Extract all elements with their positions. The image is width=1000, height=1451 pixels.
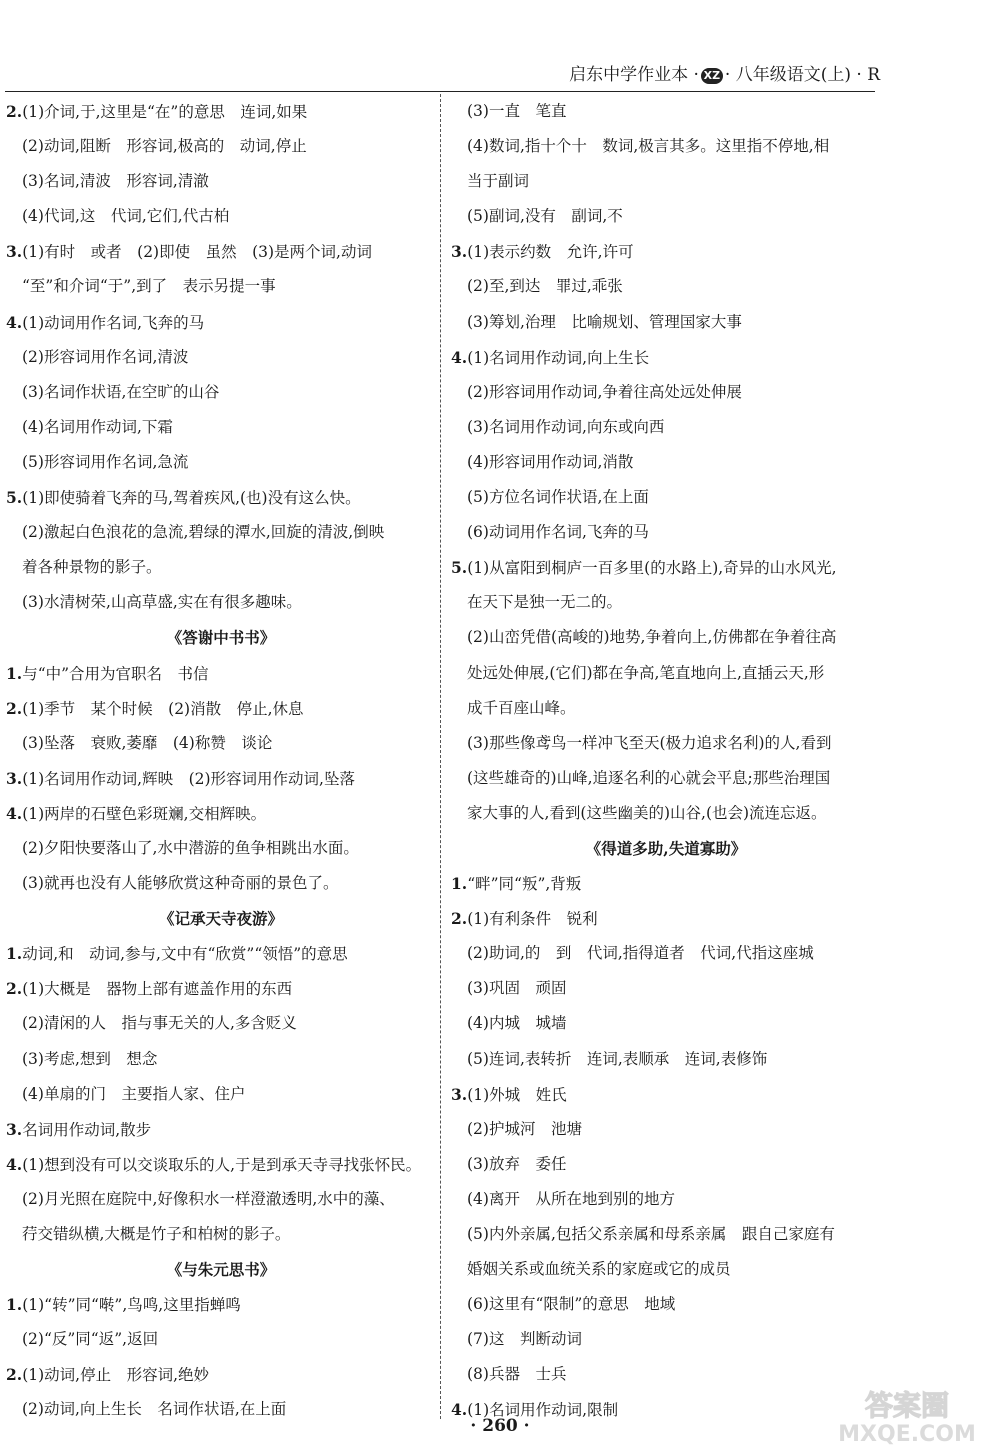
question-line bbox=[6, 1112, 436, 1147]
answer-line: (3)一直 笔直 bbox=[467, 102, 567, 120]
column-divider bbox=[440, 94, 441, 1419]
question-line bbox=[451, 901, 881, 936]
answer-text: 名词用作动词,散步 bbox=[22, 1120, 152, 1139]
answer-text: (1)名词用作动词,辉映 (2)形容词用作动词,坠落 bbox=[22, 769, 355, 788]
answer-text: (1)动词用作名词,飞奔的马 bbox=[22, 313, 205, 332]
question-line bbox=[6, 656, 436, 691]
question-line bbox=[6, 1357, 436, 1392]
answer-line: (2)至,到达 罪过,乖张 bbox=[467, 277, 623, 296]
answer-line: “至”和介词“于”,到了 表示另提一事 bbox=[22, 277, 276, 296]
question-line bbox=[6, 761, 436, 796]
question-line bbox=[6, 936, 436, 971]
question-line bbox=[6, 305, 436, 340]
answer-line: 成千百座山峰。 bbox=[467, 698, 576, 717]
question-number: 5. bbox=[6, 488, 23, 508]
answer-text: (1)名词用作动词,向上生长 bbox=[467, 348, 650, 367]
answer-line: (3)巩固 顽固 bbox=[467, 979, 567, 998]
answer-line: (2)月光照在庭院中,好像积水一样澄澈透明,水中的藻、 bbox=[22, 1189, 395, 1208]
answer-line: (5)连词,表转折 连词,表顺承 连词,表修饰 bbox=[467, 1049, 768, 1068]
answer-line: (6)动词用作名词,飞奔的马 bbox=[467, 523, 649, 542]
answer-line: (4)数词,指十个十 数词,极言其多。这里指不停地,相 bbox=[467, 137, 830, 156]
question-number: 3. bbox=[451, 1084, 468, 1104]
answer-line: (3)考虑,想到 想念 bbox=[22, 1049, 158, 1068]
question-number: 1. bbox=[451, 874, 468, 894]
answer-line: (2)激起白色浪花的急流,碧绿的潭水,回旋的清波,倒映 bbox=[22, 523, 385, 542]
answer-line: 家大事的人,看到(这些幽美的)山谷,(也会)流连忘返。 bbox=[467, 803, 827, 822]
answer-line: 当于副词 bbox=[467, 172, 530, 191]
header-rule bbox=[5, 91, 875, 92]
question-number: 3. bbox=[6, 242, 23, 262]
answer-line: (2)动词,阻断 形容词,极高的 动词,停止 bbox=[22, 137, 307, 156]
answer-line: (3)放弃 委任 bbox=[467, 1154, 567, 1173]
section-title: 《与朱元思书》 bbox=[166, 1260, 276, 1280]
question-line bbox=[6, 94, 436, 129]
answer-line: (2)山峦凭借(高峻的)地势,争着向上,仿佛都在争着往高 bbox=[467, 628, 837, 647]
answer-text: (1)季节 某个时候 (2)消散 停止,休息 bbox=[22, 699, 304, 718]
answer-line: (2)护城河 池塘 bbox=[467, 1119, 582, 1138]
question-number: 3. bbox=[6, 768, 23, 788]
answer-text: (1)即使骑着飞奔的马,驾着疾风,(也)没有这么快。 bbox=[22, 489, 361, 508]
answer-line: (5)形容词用作名词,急流 bbox=[22, 452, 189, 471]
header-title bbox=[0, 60, 880, 85]
answer-text: (1)有利条件 锐利 bbox=[467, 910, 598, 929]
answer-line: 处远处伸展,(它们)都在争高,笔直地向上,直插云天,形 bbox=[467, 663, 825, 682]
question-number: 3. bbox=[6, 1119, 23, 1139]
answer-line: (3)水清树荣,山高草盛,实在有很多趣味。 bbox=[22, 593, 302, 612]
answer-text: (1)动词,停止 形容词,绝妙 bbox=[22, 1366, 209, 1385]
question-number: 1. bbox=[6, 663, 23, 683]
header-title-after: · 八年级语文(上) · R bbox=[724, 65, 880, 85]
question-number: 2. bbox=[6, 979, 23, 999]
answer-line: (5)副词,没有 副词,不 bbox=[467, 207, 623, 226]
answer-line: (这些雄奇的)山峰,追逐名利的心就会平息;那些治理国 bbox=[467, 768, 831, 787]
question-number: 4. bbox=[6, 803, 23, 823]
question-line bbox=[6, 971, 436, 1006]
answer-text: (1)“转”同“啭”,鸟鸣,这里指蝉鸣 bbox=[22, 1296, 241, 1315]
answer-line: (3)就再也没有人能够欣赏这种奇丽的景色了。 bbox=[22, 874, 339, 893]
question-line bbox=[6, 691, 436, 726]
header-title-before: 启东中学作业本 · bbox=[569, 65, 699, 85]
answer-line: (2)清闲的人 指与事无关的人,多含贬义 bbox=[22, 1014, 297, 1033]
answer-line: (2)形容词用作名词,清波 bbox=[22, 347, 189, 366]
question-number: 4. bbox=[451, 347, 468, 367]
question-number: 2. bbox=[6, 102, 23, 121]
watermark-text-bottom: MXQE.COM bbox=[838, 1422, 976, 1447]
answer-text: 与“中”合用为官职名 书信 bbox=[22, 664, 209, 683]
answer-text: (1)想到没有可以交谈取乐的人,于是到承天寺寻找张怀民。 bbox=[22, 1155, 422, 1174]
right-column bbox=[451, 94, 881, 1428]
question-number: 2. bbox=[6, 1365, 23, 1385]
answer-line: (4)形容词用作动词,消散 bbox=[467, 452, 634, 471]
answer-text: (1)外城 姓氏 bbox=[467, 1085, 567, 1104]
left-column bbox=[6, 94, 436, 1428]
page-number: · 260 · bbox=[470, 1416, 530, 1436]
answer-line: (3)坠落 衰败,萎靡 (4)称赞 谈论 bbox=[22, 733, 273, 752]
answer-text: (1)有时 或者 (2)即使 虽然 (3)是两个词,动词 bbox=[22, 243, 372, 262]
answer-line: (6)这里有“限制”的意思 地域 bbox=[467, 1295, 676, 1314]
question-line bbox=[6, 480, 436, 515]
answer-line: (3)名词,清波 形容词,清澈 bbox=[22, 172, 209, 191]
question-number: 3. bbox=[451, 242, 468, 262]
question-number: 1. bbox=[6, 1295, 23, 1315]
answer-line: (5)方位名词作状语,在上面 bbox=[467, 488, 649, 507]
answer-line: (4)名词用作动词,下霜 bbox=[22, 417, 173, 436]
section-title: 《得道多助,失道寡助》 bbox=[585, 838, 747, 858]
answer-line: 荇交错纵横,大概是竹子和柏树的影子。 bbox=[22, 1225, 291, 1243]
answer-text: (1)介词,于,这里是“在”的意思 连词,如果 bbox=[22, 103, 308, 121]
question-line bbox=[6, 1287, 436, 1322]
answer-text: (1)从富阳到桐庐一百多里(的水路上),奇异的山水风光, bbox=[467, 559, 837, 578]
watermark-text-top: 答案圈 bbox=[864, 1389, 950, 1422]
series-logo-badge: XZ bbox=[701, 68, 723, 84]
question-number: 4. bbox=[451, 1400, 468, 1420]
question-number: 4. bbox=[6, 312, 23, 332]
answer-line: (2)夕阳快要落山了,水中潜游的鱼争相跳出水面。 bbox=[22, 838, 359, 857]
question-line bbox=[6, 1147, 436, 1182]
question-number: 4. bbox=[6, 1154, 23, 1174]
answer-line: (2)动词,向上生长 名词作状语,在上面 bbox=[22, 1400, 287, 1419]
question-line bbox=[451, 866, 881, 901]
answer-text: (1)两岸的石壁色彩斑斓,交相辉映。 bbox=[22, 804, 267, 823]
question-line bbox=[451, 550, 881, 585]
answer-line: (7)这 判断动词 bbox=[467, 1330, 582, 1349]
answer-line: (3)名词作状语,在空旷的山谷 bbox=[22, 382, 220, 401]
answer-line: (2)“反”同“返”,返回 bbox=[22, 1330, 159, 1349]
section-title: 《答谢中书书》 bbox=[166, 628, 276, 648]
question-line bbox=[451, 340, 881, 375]
answer-text: (1)大概是 器物上部有遮盖作用的东西 bbox=[22, 980, 293, 999]
answer-text: (1)表示约数 允许,许可 bbox=[467, 243, 634, 262]
answer-line: (3)那些像鸢鸟一样冲飞至天(极力追求名利)的人,看到 bbox=[467, 733, 832, 752]
question-line bbox=[6, 796, 436, 831]
answer-line: 在天下是独一无二的。 bbox=[467, 593, 623, 612]
answer-line: (3)名词用作动词,向东或向西 bbox=[467, 417, 665, 436]
watermark-logo bbox=[822, 1385, 992, 1447]
answer-text: “畔”同“叛”,背叛 bbox=[467, 875, 582, 894]
answer-line: (8)兵器 士兵 bbox=[467, 1365, 567, 1384]
answer-line: 婚姻关系或血统关系的家庭或它的成员 bbox=[467, 1260, 731, 1279]
question-line bbox=[451, 234, 881, 269]
answer-line: (4)代词,这 代词,它们,代古柏 bbox=[22, 207, 230, 226]
question-line bbox=[451, 1077, 881, 1112]
answer-line: (4)内城 城墙 bbox=[467, 1014, 567, 1033]
answer-text: (1)名词用作动词,限制 bbox=[467, 1401, 619, 1420]
answer-line: (4)单扇的门 主要指人家、住户 bbox=[22, 1084, 246, 1103]
answer-line: (5)内外亲属,包括父系亲属和母系亲属 跟自己家庭有 bbox=[467, 1225, 835, 1243]
answer-text: 动词,和 动词,参与,文中有“欣赏”“领悟”的意思 bbox=[22, 945, 348, 964]
answer-line: 着各种景物的影子。 bbox=[22, 558, 162, 577]
answer-line: (2)形容词用作动词,争着往高处远处伸展 bbox=[467, 382, 742, 401]
page-header bbox=[0, 0, 1000, 92]
answer-line: (2)助词,的 到 代词,指得道者 代词,代指这座城 bbox=[467, 944, 814, 963]
question-number: 1. bbox=[6, 944, 23, 964]
answer-line: (4)离开 从所在地到别的地方 bbox=[467, 1189, 675, 1208]
answer-line: (3)筹划,治理 比喻规划、管理国家大事 bbox=[467, 312, 742, 331]
question-number: 2. bbox=[451, 909, 468, 929]
question-line bbox=[6, 234, 436, 269]
question-number: 2. bbox=[6, 698, 23, 718]
question-number: 5. bbox=[451, 558, 468, 578]
section-title: 《记承天寺夜游》 bbox=[158, 909, 283, 929]
